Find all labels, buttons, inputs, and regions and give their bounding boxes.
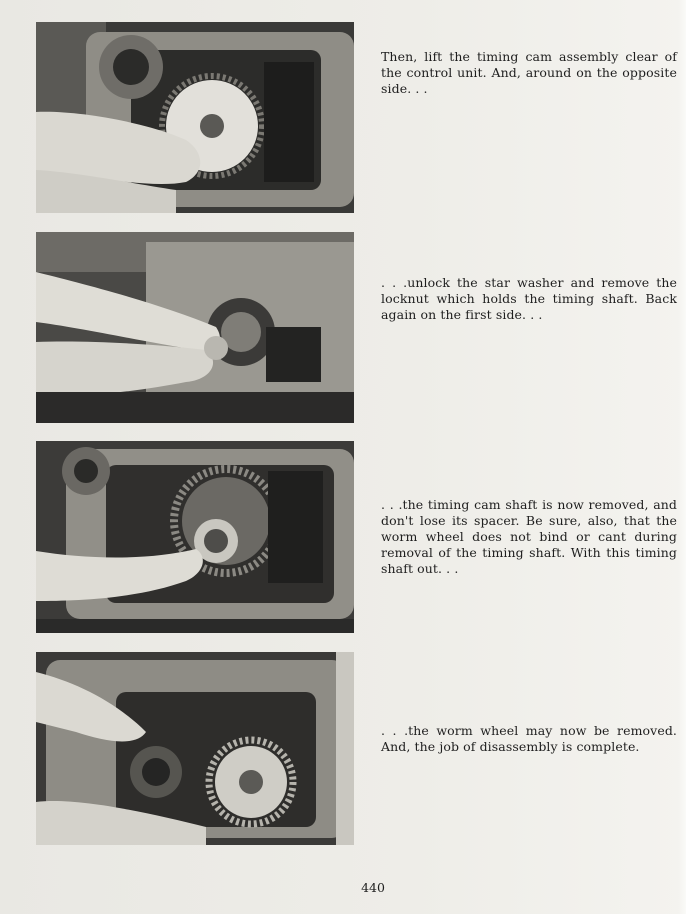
step-4-caption: . . .the worm wheel may now be removed. And, the job of disassembly is complete. (381, 723, 677, 754)
step-3-caption: . . .the timing cam shaft is now removed, and don't lose its spacer. Be sure, also, that the worm wheel does not bind or cant during removal of the timing shaft. With this timing shaft out. . . (381, 497, 677, 576)
timing-cam-assembly-photo (36, 22, 354, 213)
worm-wheel-photo (36, 652, 354, 845)
star-washer-locknut-photo (36, 232, 354, 423)
page-edge (678, 0, 686, 914)
timing-cam-shaft-photo (36, 441, 354, 633)
step-1-caption: Then, lift the timing cam assembly clear of the control unit. And, around on the opposite side. . . (381, 49, 677, 96)
page-number: 440 (361, 880, 385, 895)
step-2-caption: . . .unlock the star washer and remove the locknut which holds the timing shaft. Back again on the first side. . . (381, 275, 677, 322)
